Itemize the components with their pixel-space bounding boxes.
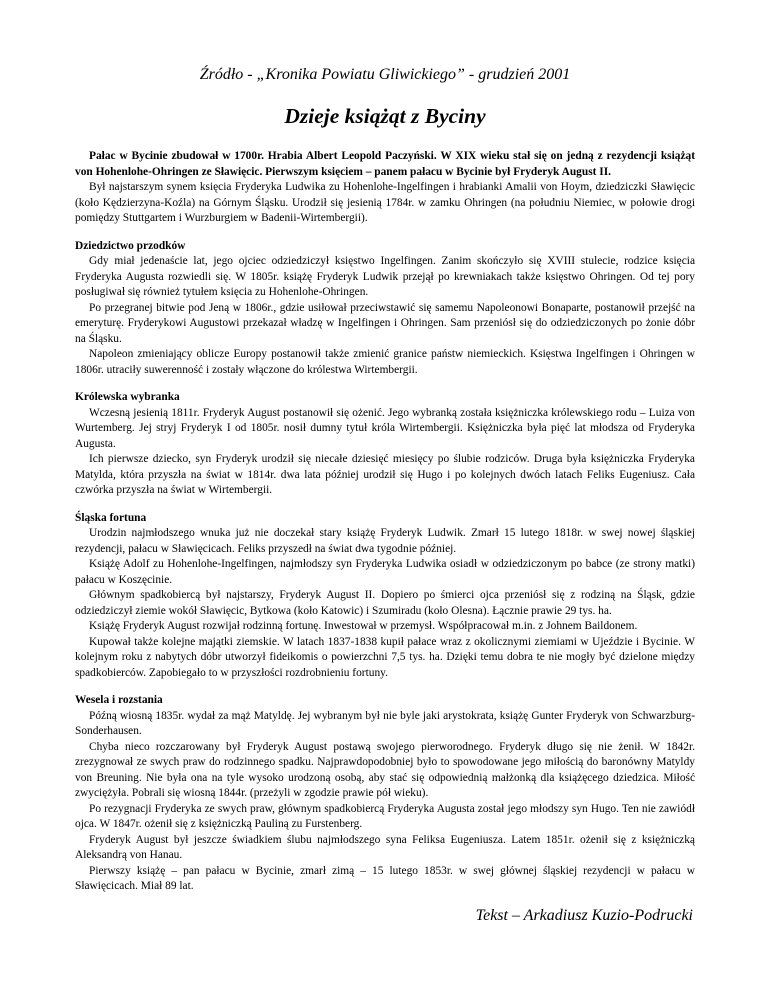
paragraph: Ich pierwsze dziecko, syn Fryderyk urodził się niecałe dziesięć miesięcy po ślubie rodziców. Druga była księżniczka Fryderyka Matylda, która przyszła na świat w 1814r. dwa lata później urodził się Hugo i po kolejnych dwóch latach Feliks Eugeniusz. Cała czwórka przyszła na świat w Wirtembergii. bbox=[75, 453, 695, 496]
author-credit: Tekst – Arkadiusz Kuzio-Podrucki bbox=[475, 907, 693, 924]
paragraph: Książę Adolf zu Hohenlohe-Ingelfingen, najmłodszy syn Fryderyka Ludwika osiadł w odziedziczonym po babce (ze strony matki) pałacu w Koszęcinie. bbox=[75, 558, 695, 586]
lead-paragraph: Pałac w Bycinie zbudował w 1700r. Hrabia Albert Leopold Paczyński. W XIX wieku stał się on jedną z rezydencji książąt von Hohenlohe-Ohringen ze Sławięcic. Pierwszym księciem – panem pałacu w Bycinie był Fryderyk August II. bbox=[75, 150, 695, 178]
paragraph: Po przegranej bitwie pod Jeną w 1806r., gdzie usiłował przeciwstawić się samemu Napoleonowi Bonaparte, postanowił przejść na emeryturę. Fryderykowi Augustowi przekazał władzę w Ingelfingen i Ohringen. Sam przeniósł się do odziedziczonych po żonie dóbr na Śląsku. bbox=[75, 301, 695, 345]
intro-paragraph: Był najstarszym synem księcia Fryderyka Ludwika zu Hohenlohe-Ingelfingen i hrabianki Amalii von Hoym, dziedziczki Sławięcic (koło Kędzierzyna-Koźla) na Górnym Śląsku. Urodził się jesienią 1784r. w zamku Ohringen (na południu Niemiec, w połowie drogi pomiędzy Stuttgartem i Wurzburgiem w Badenii-Wirtembergii). bbox=[75, 181, 695, 224]
paragraph: Urodzin najmłodszego wnuka już nie doczekał stary książę Fryderyk Ludwik. Zmarł 15 lutego 1818r. w swej nowej śląskiej rezydencji, pałacu w Sławięcicach. Feliks przyszedł na świat dwa tygodnie później. bbox=[75, 527, 695, 555]
article-title: Dzieje książąt z Byciny bbox=[284, 104, 486, 128]
paragraph: Chyba nieco rozczarowany był Fryderyk August postawą swojego pierworodnego. Fryderyk długo się nie żenił. W 1842r. zrezygnował ze swych praw do rodzinnego spadku. Najprawdopodobniej było to spowodowane jego miłością do baronówny Matyldy von Breuning. Nie była ona na tyle wysoko urodzoną osobą, aby stać się odpowiednią małżonką dla książęcego dziedzica. Miłość zwyciężyła. Pobrali się wiosną 1844r. (przeżyli w zgodzie prawie pół wieku). bbox=[75, 740, 695, 799]
section-heading: Królewska wybranka bbox=[75, 391, 180, 403]
section-dziedzictwo bbox=[75, 239, 695, 379]
section-heading: Wesela i rozstania bbox=[75, 694, 163, 706]
paragraph: Gdy miał jedenaście lat, jego ojciec odziedziczył księstwo Ingelfingen. Zanim skończyło się XVIII stulecie, rodzice księcia Fryderyka Augusta rozwiedli się. W 1805r. książę Fryderyk Ludwik przejął po krewniakach także księstwo Ohringen. Od tej pory posługiwał się również tytułem księcia zu Hohenlohe-Ohringen. bbox=[75, 255, 695, 298]
source-line: Źródło - „Kronika Powiatu Gliwickiego” - grudzień 2001 bbox=[199, 66, 571, 83]
section-heading: Dziedzictwo przodków bbox=[75, 239, 186, 252]
section-fortuna bbox=[75, 511, 695, 682]
paragraph: Pierwszy książę – pan pałacu w Bycinie, zmarł zimą – 15 lutego 1853r. w swej głównej śląskiej rezydencji w pałacu w Sławięcicach. Miał 89 lat. bbox=[75, 864, 695, 892]
paragraph: Wczesną jesienią 1811r. Fryderyk August postanowił się ożenić. Jego wybranką została księżniczka królewskiego rodu – Luiza von Wurtemberg. Jej stryj Fryderyk I od 1805r. nosił dumny tytuł króla Wirtembergii. Księżniczka była pięć lat młodsza od Fryderyka Augusta. bbox=[75, 406, 695, 450]
paragraph: Po rezygnacji Fryderyka ze swych praw, głównym spadkobiercą Fryderyka Augusta został jego młodszy syn Hugo. Ten nie zawiódł ojca. W 1847r. ożenił się z księżniczką Pauliną zu Furstenberg. bbox=[75, 802, 695, 830]
document-page bbox=[75, 66, 695, 895]
paragraph: Kupował także kolejne majątki ziemskie. W latach 1837-1838 kupił pałace wraz z okolicznymi ziemiami w Ujeździe i Bycinie. W kolejnym roku z nabytych dóbr utworzył fideikomis o powierzchni 7,5 tys. ha. Dzięki temu dobra te nie mogły być dzielone między spadkobierców. Zapobiegało to w przyszłości rozdrobnieniu fortuny. bbox=[75, 635, 695, 679]
paragraph: Fryderyk August był jeszcze świadkiem ślubu najmłodszego syna Feliksa Eugeniusza. Latem 1851r. ożenił się z księżniczką Aleksandrą von Hanau. bbox=[75, 833, 695, 861]
paragraph: Głównym spadkobiercą był najstarszy, Fryderyk August II. Dopiero po śmierci ojca przeniósł się z rodziną na Śląsk, gdzie odziedziczył ziemie wokół Sławięcic, Bytkowa (koło Katowic) i Szumiradu (koło Olesna). Łącznie prawie 29 tys. ha. bbox=[75, 589, 695, 617]
section-wybranka bbox=[75, 390, 695, 499]
section-heading: Śląska fortuna bbox=[75, 511, 147, 524]
paragraph: Napoleon zmieniający oblicze Europy postanowił także zmienić granice państw niemieckich. Księstwa Ingelfingen i Ohringen w 1806r. utraciły suwerenność i zostały włączone do królestwa Wirtembergii. bbox=[75, 348, 695, 376]
section-wesela bbox=[75, 693, 695, 895]
paragraph: Książę Fryderyk August rozwijał rodzinną fortunę. Inwestował w przemysł. Współpracował m.in. z Johnem Baildonem. bbox=[89, 620, 638, 632]
paragraph: Późną wiosną 1835r. wydał za mąż Matyldę. Jej wybranym był nie byle jaki arystokrata, książę Gunter Fryderyk von Schwarzburg-Sonderhausen. bbox=[75, 709, 695, 737]
